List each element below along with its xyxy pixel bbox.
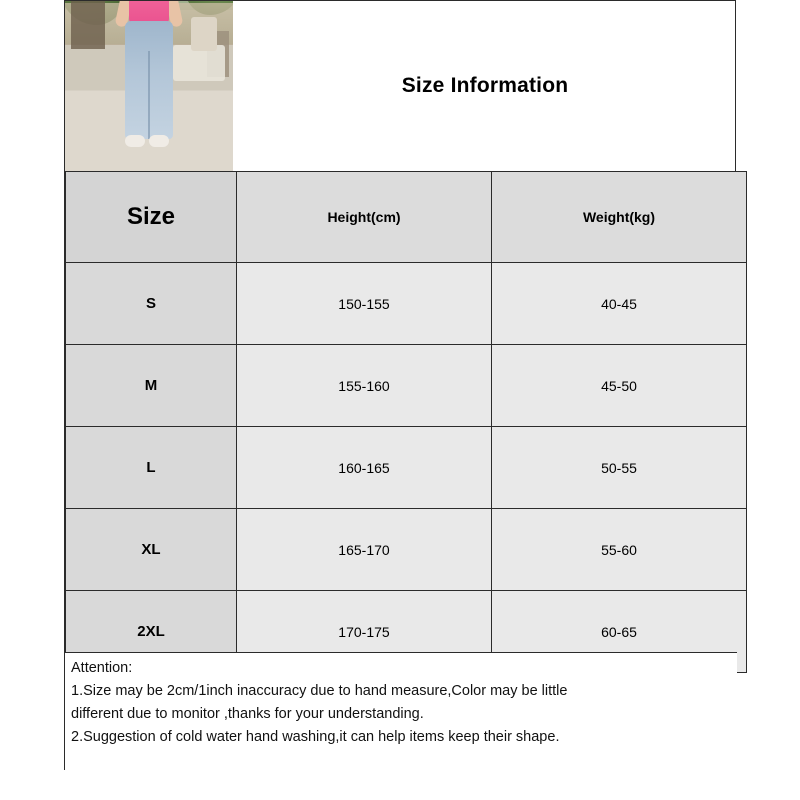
bag-decor xyxy=(191,17,217,51)
attention-line-1: 1.Size may be 2cm/1inch inaccuracy due to hand measure,Color may be little xyxy=(71,683,568,699)
cell-size: XL xyxy=(66,509,237,591)
attention-line-3: 2.Suggestion of cold water hand washing,it can help items keep their shape. xyxy=(71,729,560,745)
cell-weight: 60-65 xyxy=(492,591,747,673)
model-shoe-right xyxy=(149,135,169,147)
header-height: Height(cm) xyxy=(237,172,492,263)
model-figure xyxy=(117,1,179,167)
model-shoe-left xyxy=(125,135,145,147)
cell-weight: 50-55 xyxy=(492,427,747,509)
cell-size: M xyxy=(66,345,237,427)
header-weight: Weight(kg) xyxy=(492,172,747,263)
size-table xyxy=(65,171,747,673)
cell-height: 170-175 xyxy=(237,591,492,673)
table-row xyxy=(66,427,747,509)
cell-weight: 45-50 xyxy=(492,345,747,427)
header-size: Size xyxy=(66,172,237,263)
page-title: Size Information xyxy=(401,74,569,97)
cell-height: 160-165 xyxy=(237,427,492,509)
header-row xyxy=(65,1,735,171)
model-jeans xyxy=(125,21,173,139)
attention-heading: Attention: xyxy=(71,660,133,676)
title-cell xyxy=(233,1,737,171)
table-header-row xyxy=(66,172,747,263)
table-row xyxy=(66,509,747,591)
cell-size: S xyxy=(66,263,237,345)
model-photo xyxy=(65,1,233,171)
attention-block xyxy=(65,652,737,770)
cell-height: 150-155 xyxy=(237,263,492,345)
cell-height: 165-170 xyxy=(237,509,492,591)
table-row xyxy=(66,263,747,345)
model-photo-image xyxy=(65,1,233,171)
attention-line-2: different due to monitor ,thanks for your understanding. xyxy=(71,706,424,722)
cell-size: 2XL xyxy=(66,591,237,673)
cell-weight: 40-45 xyxy=(492,263,747,345)
table-row xyxy=(66,345,747,427)
cell-height: 155-160 xyxy=(237,345,492,427)
door-decor xyxy=(71,1,105,49)
cell-weight: 55-60 xyxy=(492,509,747,591)
cell-size: L xyxy=(66,427,237,509)
size-chart-sheet xyxy=(64,0,736,770)
model-crop-top xyxy=(129,1,169,23)
